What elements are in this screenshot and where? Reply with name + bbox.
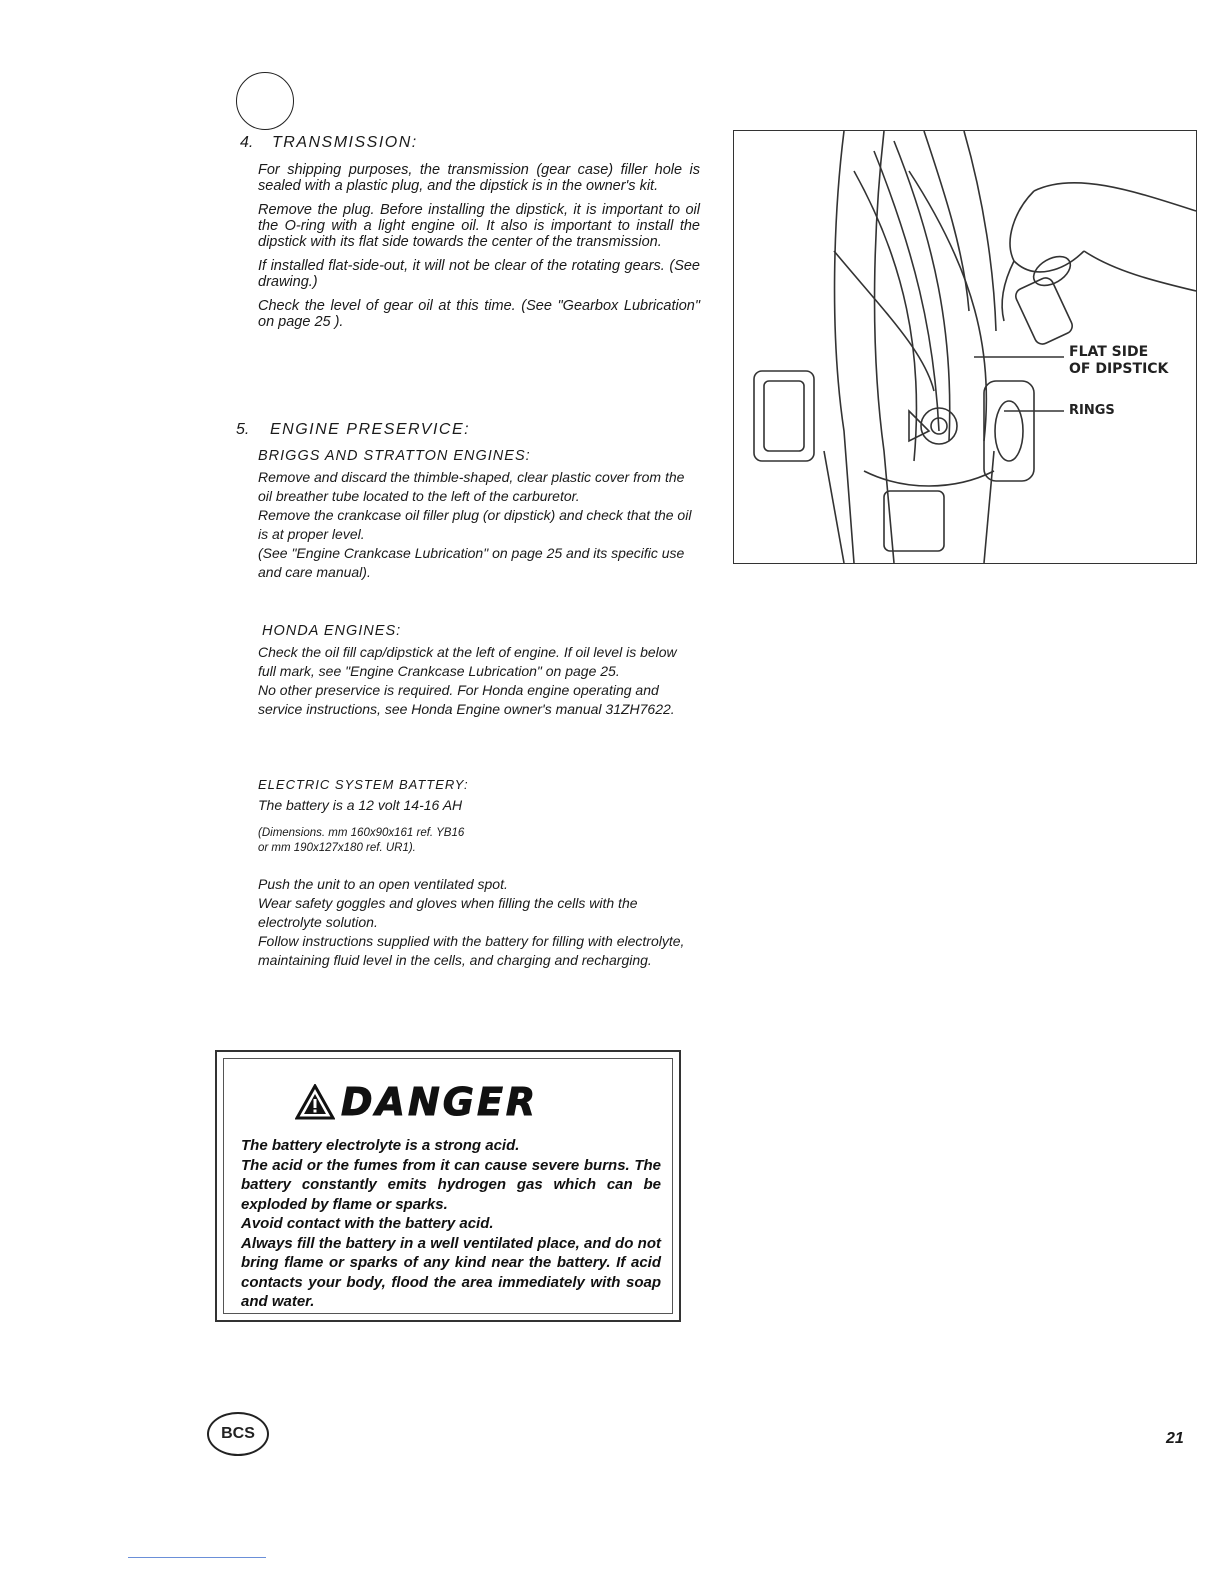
paragraph: Check the level of gear oil at this time. (See "Gearbox Lubrication" on page 25 ). — [258, 298, 700, 330]
danger-title: DANGER — [341, 1080, 539, 1124]
text-line: (See "Engine Crankcase Lubrication" on page 25 and its specific use and care manual). — [258, 545, 685, 580]
danger-text — [241, 1136, 661, 1312]
text-line: Wear safety goggles and gloves when filling the cells with the electrolyte solution. — [258, 895, 638, 930]
dimensions-line: (Dimensions. mm 160x90x161 ref. YB16 — [258, 827, 465, 839]
battery-heading: ELECTRIC SYSTEM BATTERY: — [258, 777, 469, 792]
paragraph: For shipping purposes, the transmission (gear case) filler hole is sealed with a plastic plug, and the dipstick is in the owner's kit. — [258, 162, 700, 194]
danger-line: The battery electrolyte is a strong acid. — [241, 1137, 520, 1154]
section-4-number: 4. — [240, 134, 254, 151]
briggs-body — [258, 468, 698, 582]
battery-dimensions — [258, 826, 464, 856]
section-4-heading: TRANSMISSION: — [272, 134, 418, 151]
honda-body — [258, 643, 698, 719]
briggs-heading: BRIGGS AND STRATTON ENGINES: — [258, 448, 531, 464]
text-line: Check the oil fill cap/dipstick at the left of engine. If oil level is below full mark, see "Engine Crankcase Lubrication" on page 25. — [258, 644, 677, 679]
danger-title-row — [295, 1080, 538, 1124]
danger-warning-box — [215, 1050, 681, 1322]
text-line: Remove and discard the thimble-shaped, clear plastic cover from the oil breather tube located to the left of the carburetor. — [258, 469, 685, 504]
warning-triangle-icon — [295, 1084, 335, 1120]
dipstick-figure — [733, 130, 1197, 564]
page-number: 21 — [1166, 1430, 1184, 1447]
honda-heading: HONDA ENGINES: — [262, 623, 402, 639]
bcs-logo: BCS — [207, 1412, 269, 1456]
paragraph: If installed flat-side-out, it will not be clear of the rotating gears. (See drawing.) — [258, 258, 700, 290]
text-line: Push the unit to an open ventilated spot. — [258, 876, 508, 892]
danger-line: Always fill the battery in a well ventilated place, and do not bring flame or sparks of any kind near the battery. If acid contacts your body, flood the area immediately with soap and water. — [241, 1234, 661, 1310]
rings-label: RINGS — [1069, 403, 1115, 418]
text-line: Follow instructions supplied with the battery for filling with electrolyte, maintaining fluid level in the cells, and charging and recharging. — [258, 933, 685, 968]
section-4-body — [258, 162, 700, 338]
battery-instructions — [258, 875, 694, 970]
section-5-heading: ENGINE PRESERVICE: — [270, 421, 471, 438]
label-line: OF DIPSTICK — [1069, 361, 1169, 377]
flat-side-label — [1069, 344, 1168, 378]
circle-mark — [236, 72, 294, 130]
dimensions-line: or mm 190x127x180 ref. UR1). — [258, 842, 416, 854]
danger-line: Avoid contact with the battery acid. — [241, 1215, 494, 1232]
label-line: FLAT SIDE — [1069, 344, 1149, 360]
text-line: Remove the crankcase oil filler plug (or dipstick) and check that the oil is at proper level. — [258, 507, 692, 542]
paragraph: Remove the plug. Before installing the dipstick, it is important to oil the O-ring with a light engine oil. It also is important to install the dipstick with its flat side towards the center of the transmission. — [258, 202, 700, 250]
bottom-rule — [128, 1557, 266, 1558]
text-line: No other preservice is required. For Honda engine operating and service instructions, see Honda Engine owner's manual 31ZH7622. — [258, 682, 675, 717]
battery-spec: The battery is a 12 volt 14-16 AH — [258, 797, 463, 813]
section-5-number: 5. — [236, 421, 250, 438]
danger-line: The acid or the fumes from it can cause severe burns. The battery constantly emits hydrogen gas which can be exploded by flame or sparks. — [241, 1156, 661, 1213]
